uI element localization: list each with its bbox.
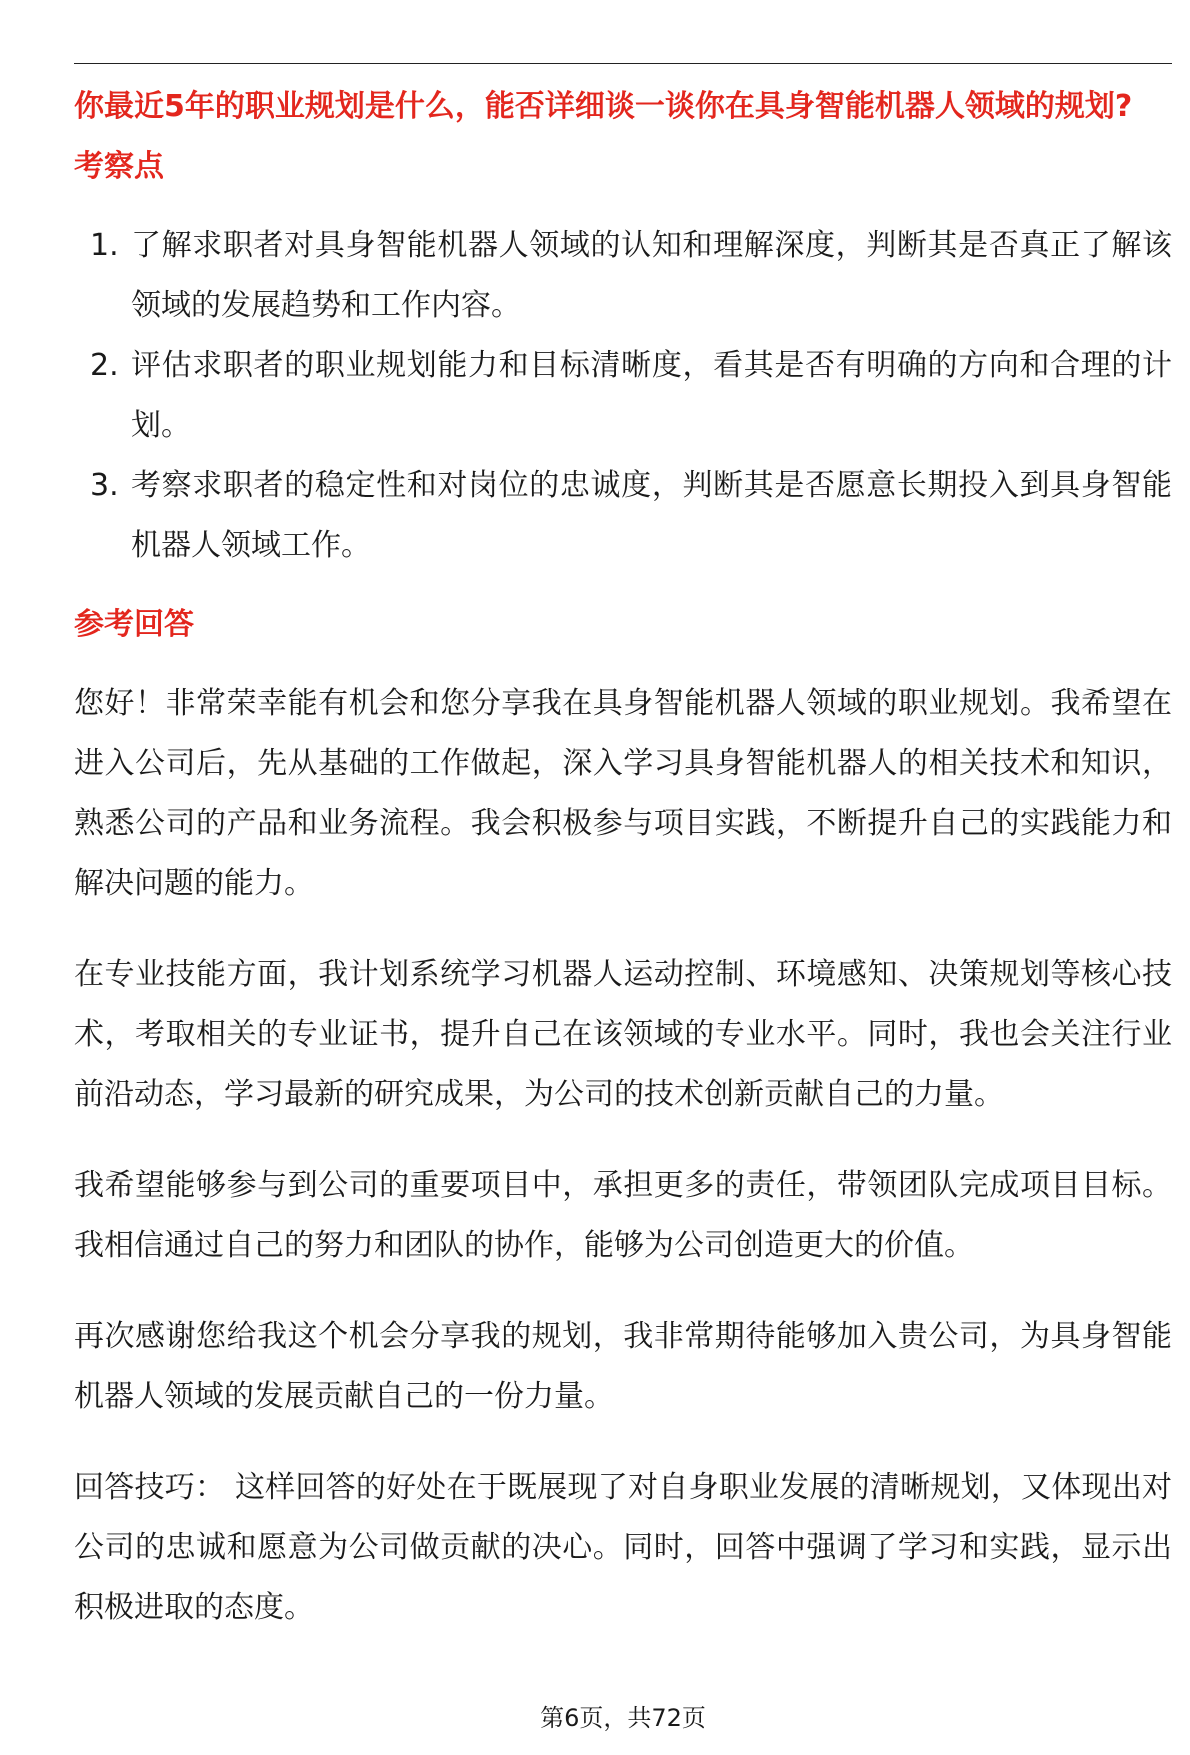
answer-paragraph: 您好！非常荣幸能有机会和您分享我在具身智能机器人领域的职业规划。我希望在进入公司后，先从基础的工作做起，深入学习具身智能机器人的相关技术和知识，熟悉公司的产品和业务流程。我会积极参与项目实践，不断提升自己的实践能力和解决问题的能力。 bbox=[74, 686, 1172, 901]
list-item bbox=[74, 456, 1172, 576]
answer-paragraph: 我希望能够参与到公司的重要项目中，承担更多的责任，带领团队完成项目目标。我相信通过自己的努力和团队的协作，能够为公司创造更大的价值。 bbox=[74, 1168, 1172, 1263]
list-number: 1. bbox=[90, 228, 119, 263]
question-title: 你最近5年的职业规划是什么，能否详细谈一谈你在具身智能机器人领域的规划? bbox=[74, 89, 1133, 124]
list-number: 2. bbox=[90, 348, 119, 383]
list-item bbox=[74, 216, 1172, 336]
examine-points-list bbox=[74, 216, 1172, 576]
list-item-text: 考察求职者的稳定性和对岗位的忠诚度，判断其是否愿意长期投入到具身智能机器人领域工作。 bbox=[131, 468, 1172, 563]
list-item-text: 评估求职者的职业规划能力和目标清晰度，看其是否有明确的方向和合理的计划。 bbox=[131, 348, 1172, 443]
answer-paragraph: 再次感谢您给我这个机会分享我的规划，我非常期待能够加入贵公司，为具身智能机器人领域的发展贡献自己的一份力量。 bbox=[74, 1319, 1172, 1414]
section-heading-answer: 参考回答 bbox=[74, 607, 194, 642]
page-number-footer: 第6页，共72页 bbox=[540, 1704, 706, 1732]
top-divider bbox=[74, 63, 1172, 64]
answer-tips-paragraph: 回答技巧： 这样回答的好处在于既展现了对自身职业发展的清晰规划，又体现出对公司的忠诚和愿意为公司做贡献的决心。同时，回答中强调了学习和实践，显示出积极进取的态度。 bbox=[74, 1470, 1172, 1625]
list-item-text: 了解求职者对具身智能机器人领域的认知和理解深度，判断其是否真正了解该领域的发展趋势和工作内容。 bbox=[131, 228, 1172, 323]
list-item bbox=[74, 336, 1172, 456]
answer-paragraph: 在专业技能方面，我计划系统学习机器人运动控制、环境感知、决策规划等核心技术，考取相关的专业证书，提升自己在该领域的专业水平。同时，我也会关注行业前沿动态，学习最新的研究成果，为公司的技术创新贡献自己的力量。 bbox=[74, 957, 1172, 1112]
page-content bbox=[74, 77, 1172, 1638]
section-heading-examine: 考察点 bbox=[74, 149, 164, 184]
list-number: 3. bbox=[90, 468, 119, 503]
